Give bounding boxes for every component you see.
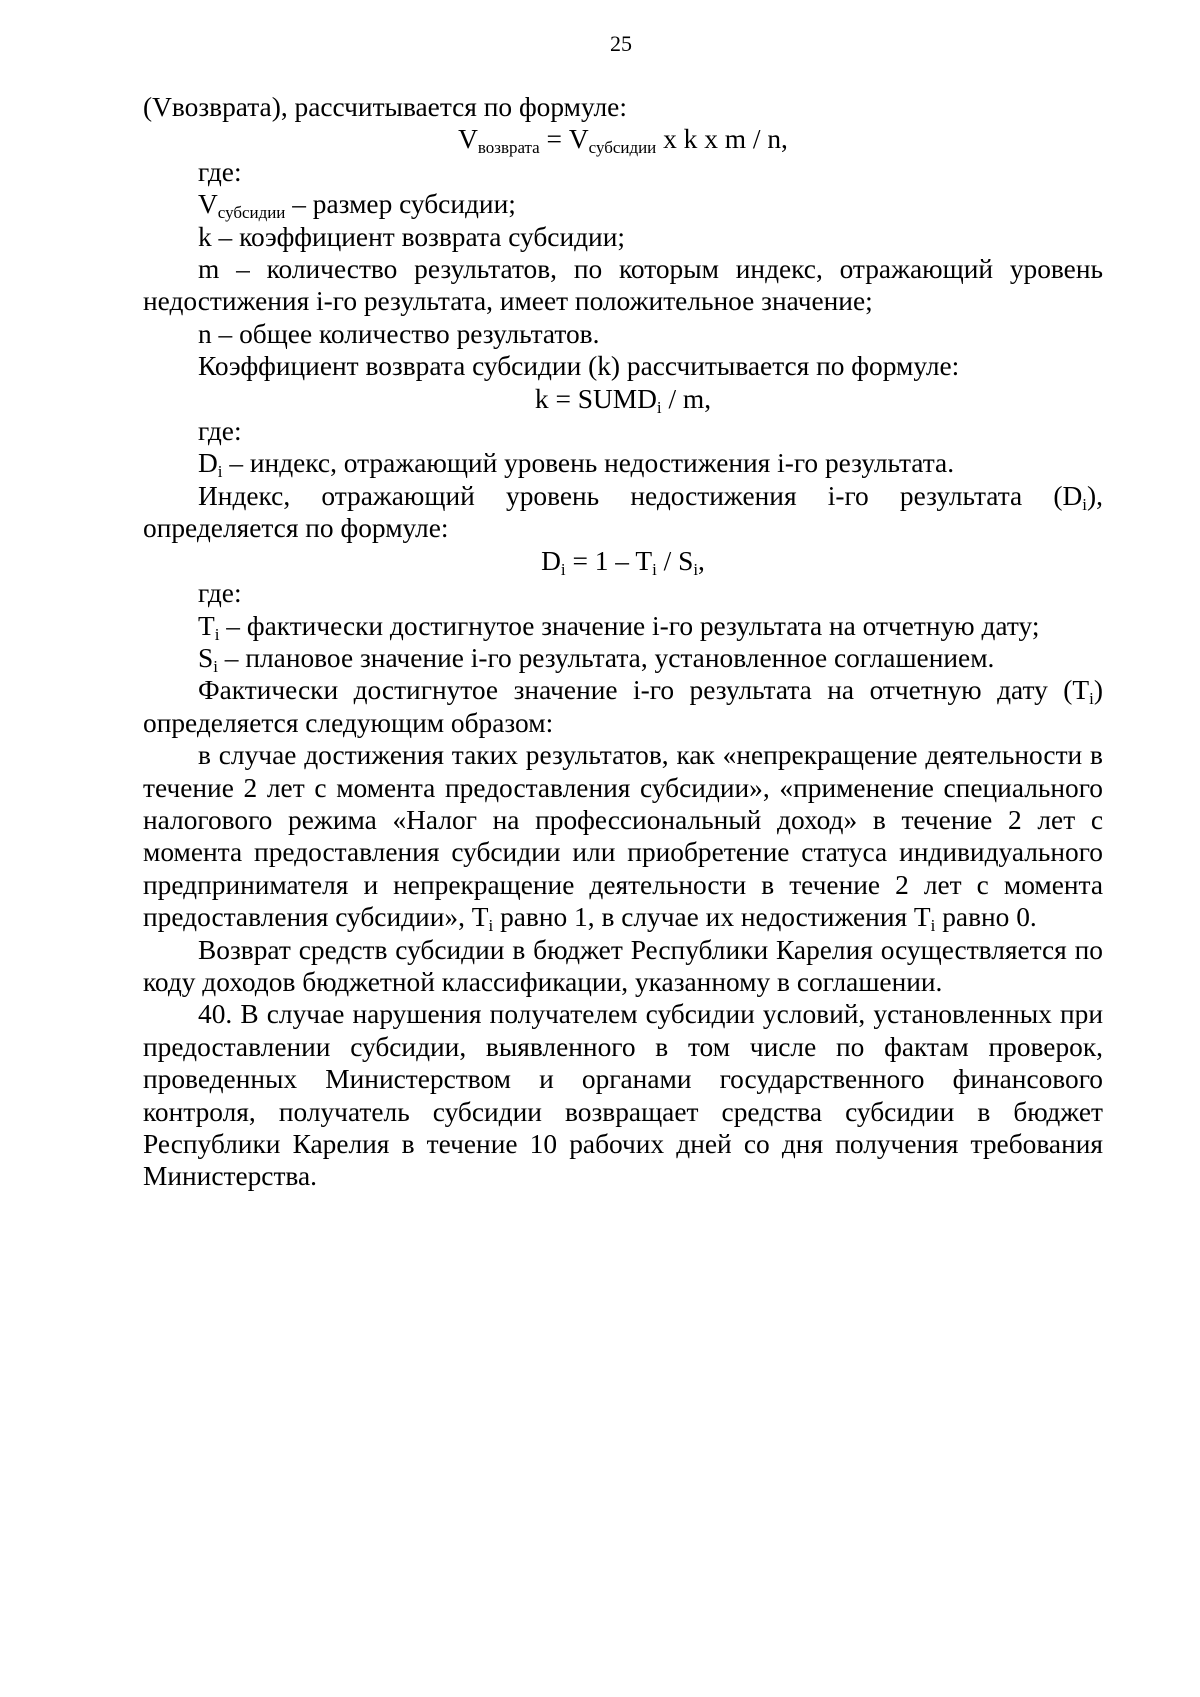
definition-k: k – коэффициент возврата субсидии; xyxy=(198,221,625,252)
where-label-2: где: xyxy=(198,416,242,447)
definition-m: m – количество результатов, по которым индекс, отражающий уровень недостижения i-го результата, имеет положительное значение; xyxy=(143,254,1103,317)
definition-s: $S_i$ – плановое значение i-го результата, установленное соглашением. xyxy=(198,642,995,676)
where-label-3: где: xyxy=(198,578,242,609)
definition-n: n – общее количество результатов. xyxy=(198,318,600,349)
d-index-intro: Индекс, отражающий уровень недостижения i-го результата $(D_i)$, определяется по формуле: xyxy=(143,480,1103,544)
definition-t: $T_i$ – фактически достигнутое значение i-го результата на отчетную дату; xyxy=(198,610,1040,644)
definition-v-subsidy: $V_{субсидии}$ – размер субсидии; xyxy=(198,189,516,222)
case-paragraph: в случае достижения таких результатов, как «непрекращение деятельности в течение 2 лет с момента предоставления субсидии», «применение специального налогового режима «Налог на профессиональный доход» в течение 2 лет с момента предоставления субсидии или приобретение статуса индивидуального предпринимателя и непрекращение деятельности в течение 2 лет с момента предоставления субсидии», $T_i$ равно 1, в случае их недостижения $T_i$ равно 0. xyxy=(143,740,1103,935)
k-coefficient-intro: Коэффициент возврата субсидии (k) рассчитывается по формуле: xyxy=(198,351,960,382)
t-value-intro: Фактически достигнутое значение i-го результата на отчетную дату $(T_i)$ определяется следующим образом: xyxy=(143,675,1103,738)
formula-k: $k = SUMD_i / m$, xyxy=(534,383,712,417)
page-number: 25 xyxy=(610,31,632,56)
formula-d: $D_i = 1 - T_i / S_i$, xyxy=(541,545,705,579)
document-body xyxy=(143,91,1103,1193)
definition-d: $D_i$ – индекс, отражающий уровень недостижения i-го результата. xyxy=(198,448,955,482)
formula-v-return: $V_{возврата} = V_{субсидии}$ x k x m / n, xyxy=(458,124,788,158)
return-paragraph: Возврат средств субсидии в бюджет Республики Карелия осуществляется по коду доходов бюджетной классификации, указанному в соглашении. xyxy=(143,934,1103,997)
intro-line: (Vвозврата), рассчитывается по формуле: xyxy=(143,92,627,122)
where-label-1: где: xyxy=(198,156,242,187)
point-40-paragraph: 40. В случае нарушения получателем субсидии условий, установленных при предоставлении субсидии, выявленного в том числе по фактам проверок, проведенных Министерством и органами государственного финансового контроля, получатель субсидии возвращает средства субсидии в бюджет Республики Карелия в течение 10 рабочих дней со дня получения требования Министерства. xyxy=(143,999,1103,1192)
